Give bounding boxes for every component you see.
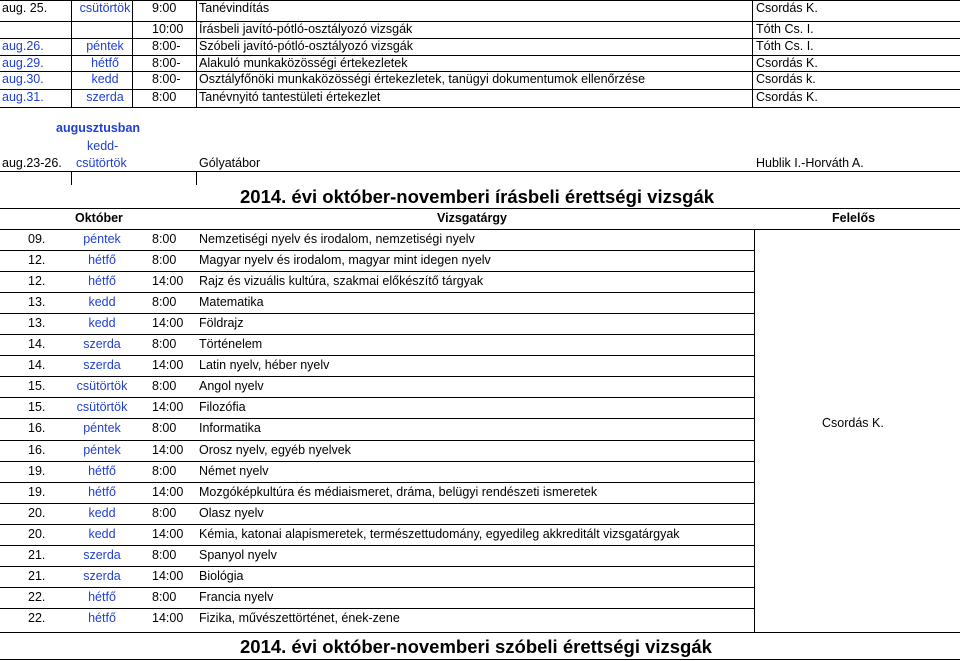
exam-time: 8:00: [152, 253, 177, 267]
row-border: [0, 632, 960, 633]
row-border: [0, 271, 754, 272]
row-date: aug.29.: [2, 56, 44, 70]
exam-subject: Angol nyelv: [199, 379, 264, 393]
row-border: [0, 566, 754, 567]
exam-day: kedd: [88, 506, 116, 520]
row-border: [0, 418, 754, 419]
exam-date: 15.: [28, 400, 46, 414]
exam-day: szerda: [83, 337, 121, 351]
exam-day: hétfő: [88, 590, 116, 604]
exam-day: szerda: [83, 548, 121, 562]
exam-subject: Fizika, művészettörténet, ének-zene: [199, 611, 400, 625]
exam-subject: Nemzetiségi nyelv és irodalom, nemzetiségi nyelv: [199, 232, 475, 246]
column-border: [196, 171, 197, 185]
row-event: Osztályfőnöki munkaközösségi értekezletek, tanügyi dokumentumok ellenőrzése: [199, 72, 646, 86]
exam-date: 16.: [28, 443, 46, 457]
exam-date: 14.: [28, 358, 46, 372]
exam-date: 15.: [28, 379, 46, 393]
row-event: Tanévindítás: [199, 1, 270, 15]
col-month-header: Október: [75, 211, 123, 225]
row-day: kedd: [91, 72, 119, 86]
exam-date: 21.: [28, 569, 46, 583]
august-responsible: Hublik I.-Horváth A.: [756, 156, 864, 170]
exam-day: péntek: [83, 421, 121, 435]
row-date: aug.26.: [2, 39, 44, 53]
exam-subject: Rajz és vizuális kultúra, szakmai előkészítő tárgyak: [199, 274, 484, 288]
exam-date: 12.: [28, 274, 46, 288]
exam-subject: Informatika: [199, 421, 261, 435]
exam-date: 09.: [28, 232, 46, 246]
exam-time: 8:00: [152, 232, 177, 246]
exam-day: csütörtök: [76, 400, 128, 414]
row-border: [0, 313, 754, 314]
exam-subject: Latin nyelv, héber nyelv: [199, 358, 330, 372]
row-time: 10:00: [152, 22, 184, 36]
row-border: [0, 376, 754, 377]
exam-day: hétfő: [88, 464, 116, 478]
row-border: [0, 21, 960, 22]
row-border: [0, 545, 754, 546]
row-day: péntek: [86, 39, 124, 53]
row-border: [0, 355, 754, 356]
exam-date: 12.: [28, 253, 46, 267]
exam-time: 8:00: [152, 590, 177, 604]
exam-subject: Francia nyelv: [199, 590, 274, 604]
row-border: [0, 334, 754, 335]
row-date: aug.30.: [2, 72, 44, 86]
row-border: [0, 503, 754, 504]
exam-subject: Olasz nyelv: [199, 506, 264, 520]
exam-date: 21.: [28, 548, 46, 562]
exam-subject: Német nyelv: [199, 464, 269, 478]
row-time: 8:00: [152, 90, 177, 104]
col-responsible-header: Felelős: [832, 211, 876, 225]
row-responsible: Csordás K.: [756, 56, 818, 70]
exam-time: 8:00: [152, 379, 177, 393]
august-day-line2: csütörtök: [76, 156, 127, 170]
row-responsible: Csordás K.: [756, 90, 818, 104]
exam-day: péntek: [83, 232, 121, 246]
row-border: [0, 587, 754, 588]
row-border: [0, 107, 960, 108]
oral-exams-title: 2014. évi október-novemberi szóbeli érettségi vizsgák: [240, 636, 712, 657]
exam-day: hétfő: [88, 485, 116, 499]
exam-date: 22.: [28, 611, 46, 625]
exam-day: kedd: [88, 316, 116, 330]
row-time: 8:00-: [152, 56, 181, 70]
row-border: [0, 397, 754, 398]
exam-time: 8:00: [152, 337, 177, 351]
row-date: aug. 25.: [2, 1, 48, 15]
exam-date: 22.: [28, 590, 46, 604]
exam-time: 14:00: [152, 611, 184, 625]
exam-day: hétfő: [88, 611, 116, 625]
exam-date: 13.: [28, 316, 46, 330]
august-event: Gólyatábor: [199, 156, 261, 170]
row-time: 8:00-: [152, 39, 181, 53]
row-border: [0, 38, 960, 39]
row-time: 8:00-: [152, 72, 181, 86]
column-border: [752, 0, 753, 107]
exam-subject: Magyar nyelv és irodalom, magyar mint idegen nyelv: [199, 253, 491, 267]
column-border: [71, 0, 72, 107]
row-day: hétfő: [91, 56, 119, 70]
exam-day: kedd: [88, 527, 116, 541]
exam-subject: Földrajz: [199, 316, 244, 330]
exam-subject: Kémia, katonai alapismeretek, természettudomány, egyedileg akkreditált vizsgatárgyak: [199, 527, 680, 541]
column-border: [71, 171, 72, 185]
exam-subject: Mozgóképkultúra és médiaismeret, dráma, belügyi rendészeti ismeretek: [199, 485, 598, 499]
exam-time: 8:00: [152, 506, 177, 520]
august-heading: augusztusban: [56, 121, 141, 135]
exam-time: 8:00: [152, 464, 177, 478]
exam-subject: Matematika: [199, 295, 264, 309]
exam-responsible: Csordás K.: [822, 416, 884, 430]
exam-day: szerda: [83, 569, 121, 583]
row-time: 9:00: [152, 1, 177, 15]
col-subject-header: Vizsgatárgy: [437, 211, 507, 225]
exam-date: 20.: [28, 527, 46, 541]
row-responsible: Csordás k.: [756, 72, 816, 86]
row-day: szerda: [86, 90, 124, 104]
row-border: [0, 229, 960, 230]
exam-time: 14:00: [152, 358, 184, 372]
row-border: [0, 208, 960, 209]
row-responsible: Csordás K.: [756, 1, 818, 15]
august-date: aug.23-26.: [2, 156, 62, 170]
exam-date: 20.: [28, 506, 46, 520]
row-border: [0, 659, 960, 660]
exam-day: hétfő: [88, 274, 116, 288]
row-responsible: Tóth Cs. I.: [756, 39, 814, 53]
exam-day: szerda: [83, 358, 121, 372]
exam-date: 13.: [28, 295, 46, 309]
exam-day: kedd: [88, 295, 116, 309]
exam-day: csütörtök: [76, 379, 128, 393]
row-event: Írásbeli javító-pótló-osztályozó vizsgák: [199, 22, 413, 36]
august-day-line1: kedd-: [87, 139, 119, 153]
exam-time: 14:00: [152, 274, 184, 288]
exam-time: 14:00: [152, 443, 184, 457]
row-border: [0, 461, 754, 462]
written-exams-title: 2014. évi október-novemberi írásbeli érettségi vizsgák: [240, 186, 715, 207]
row-event: Szóbeli javító-pótló-osztályozó vizsgák: [199, 39, 413, 53]
exam-date: 19.: [28, 464, 46, 478]
row-border: [0, 171, 960, 172]
row-border: [0, 524, 754, 525]
exam-date: 14.: [28, 337, 46, 351]
exam-date: 16.: [28, 421, 46, 435]
column-border: [196, 0, 197, 107]
row-border: [0, 250, 754, 251]
exam-time: 14:00: [152, 527, 184, 541]
exam-day: hétfő: [88, 253, 116, 267]
exam-subject: Spanyol nyelv: [199, 548, 277, 562]
exam-time: 14:00: [152, 400, 184, 414]
exam-time: 14:00: [152, 569, 184, 583]
exam-subject: Történelem: [199, 337, 263, 351]
row-event: Tanévnyitó tantestületi értekezlet: [199, 90, 381, 104]
column-border: [754, 229, 755, 632]
exam-subject: Biológia: [199, 569, 244, 583]
row-event: Alakuló munkaközösségi értekezletek: [199, 56, 408, 70]
exam-date: 19.: [28, 485, 46, 499]
exam-time: 8:00: [152, 421, 177, 435]
row-border: [0, 608, 754, 609]
exam-time: 8:00: [152, 295, 177, 309]
row-border: [0, 292, 754, 293]
exam-subject: Filozófia: [199, 400, 246, 414]
exam-subject: Orosz nyelv, egyéb nyelvek: [199, 443, 351, 457]
exam-day: péntek: [83, 443, 121, 457]
exam-time: 14:00: [152, 485, 184, 499]
exam-time: 14:00: [152, 316, 184, 330]
row-day: csütörtök: [79, 1, 131, 15]
row-border: [0, 440, 754, 441]
exam-time: 8:00: [152, 548, 177, 562]
row-border: [0, 482, 754, 483]
row-responsible: Tóth Cs. I.: [756, 22, 814, 36]
row-date: aug.31.: [2, 90, 44, 104]
